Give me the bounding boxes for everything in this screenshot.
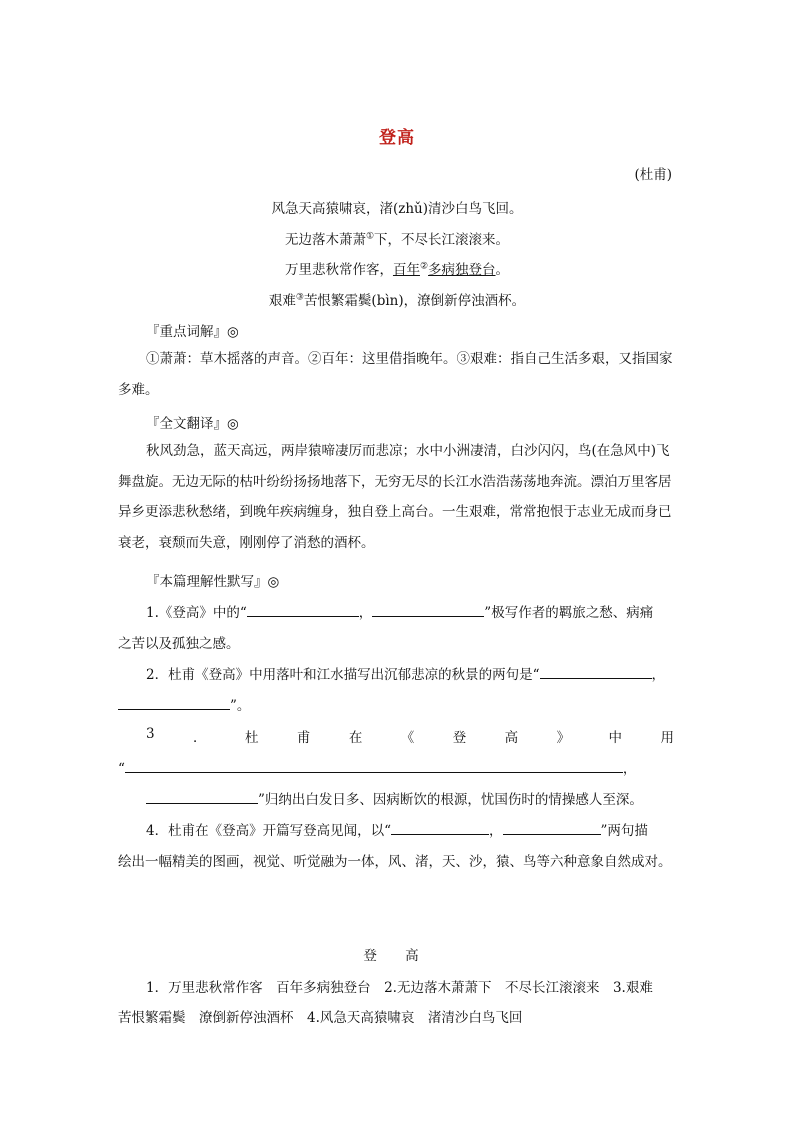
question-3-char: 《 xyxy=(400,730,415,746)
keywords-label: 『重点词解』◎ xyxy=(146,324,239,340)
poem-line-3-part-b: 。 xyxy=(495,262,510,278)
question-2-continued xyxy=(118,694,250,714)
poem-line-4-part-a: 艰难 xyxy=(268,293,296,309)
answer-blank[interactable] xyxy=(540,666,652,679)
question-2-end: ”。 xyxy=(230,698,251,714)
footnote-marker-3: ③ xyxy=(295,292,304,303)
question-4-text-a: 4．杜甫在《登高》开篇写登高见闻，以“ xyxy=(146,823,391,839)
poem-author: (杜甫) xyxy=(634,167,672,183)
answers-title: 登 高 xyxy=(363,948,431,964)
question-3-char: ． xyxy=(193,730,207,746)
dictation-label: 『本篇理解性默写』◎ xyxy=(146,574,280,590)
question-3-char: 中 xyxy=(608,730,623,746)
poem-line-3-underlined-b: 多病独登台 xyxy=(428,262,496,278)
answers-line-1: 1．万里悲秋常作客 百年多病独登台 2.无边落木萧萧下 不尽长江滚滚来 3.艰难 xyxy=(146,980,653,996)
question-3-char: 登 xyxy=(452,730,467,746)
question-1-continued: 之苦以及孤独之感。 xyxy=(118,636,240,652)
poem-line-4-part-b: 苦恨繁霜鬓(bìn)，潦倒新停浊酒杯。 xyxy=(303,293,526,309)
poem-line-1: 风急天高猿啸哀，渚(zhǔ)清沙白鸟飞回。 xyxy=(271,201,523,217)
translation-text: 秋风劲急，蓝天高远，两岸猿啼凄厉而悲凉；水中小洲凄清，白沙闪闪，鸟(在急风中)飞舞盘旋。无边无际的枯叶纷纷扬扬地落下，无穷无尽的长江水浩浩荡荡地奔流。漂泊万里客居异乡更添悲秋愁绪，到晚年疾病缠身，独自登上高台。一生艰难，常常抱恨于志业无成而身已衰老，衰颓而失意，刚刚停了消愁的酒杯。 xyxy=(118,443,672,551)
question-2 xyxy=(146,663,665,683)
question-3-char: 在 xyxy=(348,730,363,746)
translation-label: 『全文翻译』◎ xyxy=(146,416,239,432)
question-4-separator: ， xyxy=(489,823,503,839)
question-3-char: 高 xyxy=(504,730,519,746)
answers-line-2: 苦恨繁霜鬓 潦倒新停浊酒杯 4.风急天高猿啸哀 渚清沙白鸟飞回 xyxy=(118,1010,523,1026)
question-3-char: 甫 xyxy=(296,730,311,746)
answer-blank[interactable] xyxy=(391,822,489,835)
question-3-char: 用 xyxy=(660,730,674,746)
question-1-text-b: ”极写作者的羁旅之愁、病痛 xyxy=(484,605,654,621)
poem-line-3 xyxy=(0,258,794,278)
footnote-marker-2: ② xyxy=(419,261,429,272)
poem-line-4 xyxy=(0,289,794,309)
question-3-line-2 xyxy=(118,757,636,777)
poem-line-3-underlined-a: 百年 xyxy=(392,262,420,278)
question-3-text-b: ”归纳出白发日多、因病断饮的根源，忧国伤时的情操感人至深。 xyxy=(258,792,643,808)
poem-line-2-part-a: 无边落木萧萧 xyxy=(284,232,366,248)
poem-line-2-part-b: 下，不尽长江滚滚来。 xyxy=(374,232,510,248)
question-2-separator: ， xyxy=(651,667,665,683)
answer-blank[interactable] xyxy=(146,791,258,804)
question-4-text-b: ”两句描 xyxy=(600,823,648,839)
question-1 xyxy=(146,601,653,621)
question-2-text-a: 2．杜甫《登高》中用落叶和江水描写出沉郁悲凉的秋景的两句是“ xyxy=(146,667,540,683)
answer-blank[interactable] xyxy=(118,697,230,710)
answer-blank[interactable] xyxy=(372,604,484,617)
question-3-heading xyxy=(146,726,674,746)
answer-blank[interactable] xyxy=(125,760,623,773)
question-3-line-3 xyxy=(146,788,643,808)
translation-paragraph xyxy=(118,436,678,558)
answer-blank[interactable] xyxy=(247,604,359,617)
question-3-open-quote: “ xyxy=(118,761,125,777)
question-3-separator: ， xyxy=(622,761,637,777)
keywords-paragraph xyxy=(118,344,678,405)
poem-line-3-part-a: 万里悲秋常作客， xyxy=(284,262,393,278)
keywords-text: ①萧萧：草木摇落的声音。②百年：这里借指晚年。③艰难：指自己生活多艰，又指国家多难。 xyxy=(118,351,673,398)
poem-title: 登高 xyxy=(379,128,415,148)
question-1-separator: ， xyxy=(358,605,373,621)
question-3-char: 杜 xyxy=(244,730,259,746)
question-4-continued: 绘出一幅精美的图画，视觉、听觉融为一体，风、渚，天、沙，猿、鸟等六种意象自然成对。 xyxy=(118,854,672,870)
question-4 xyxy=(146,819,648,839)
question-3-char: 》 xyxy=(556,730,571,746)
footnote-marker-1: ① xyxy=(365,231,375,242)
answer-blank[interactable] xyxy=(503,822,601,835)
poem-line-2 xyxy=(0,228,794,248)
question-3-char: 3 xyxy=(146,726,155,742)
question-1-text-a: 1.《登高》中的“ xyxy=(146,605,247,621)
